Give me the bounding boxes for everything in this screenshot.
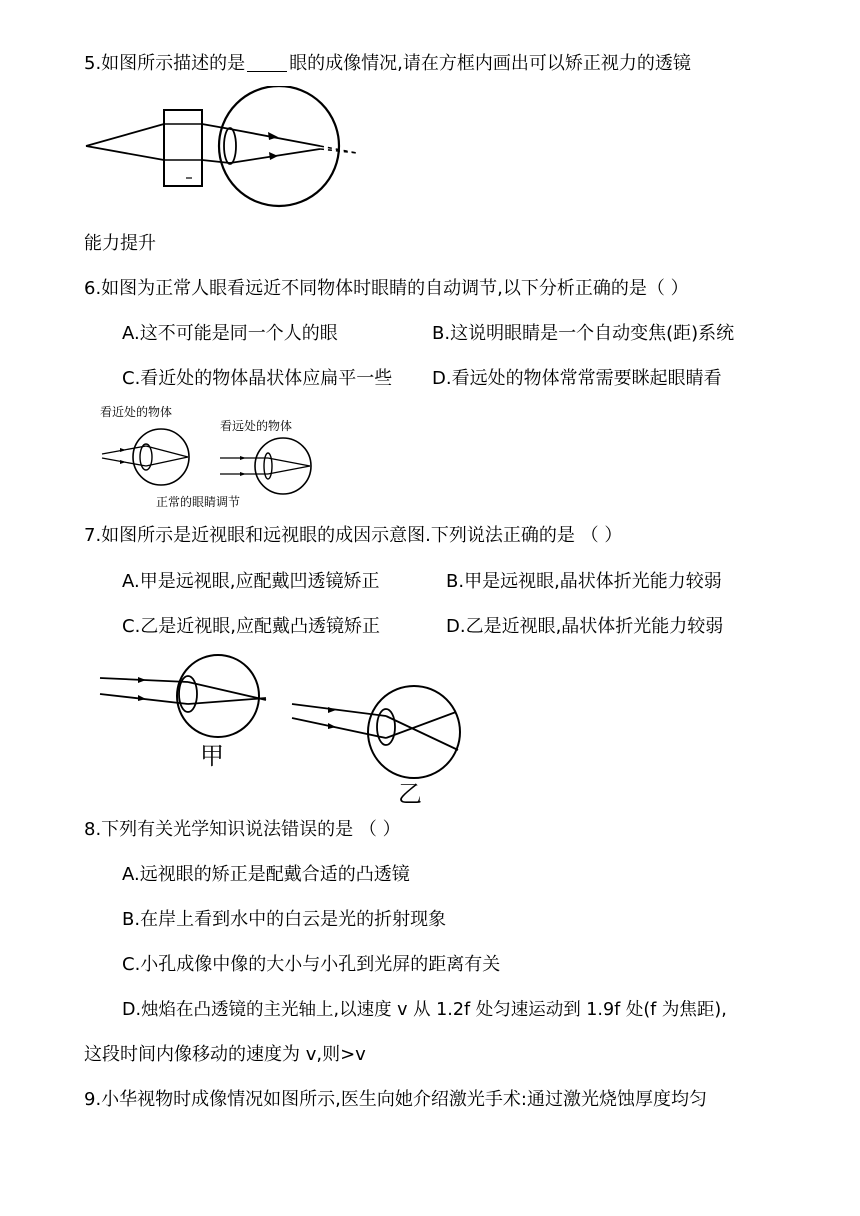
- q6-option-a: A.这不可能是同一个人的眼: [122, 323, 338, 344]
- q8-option-b: B.在岸上看到水中的白云是光的折射现象: [122, 909, 447, 930]
- q5-text-before: 5.如图所示描述的是: [84, 53, 246, 74]
- q5-figure: [82, 86, 382, 224]
- q7-option-d: D.乙是近视眼,晶状体折光能力较弱: [446, 616, 724, 637]
- q6-option-b: B.这说明眼睛是一个自动变焦(距)系统: [432, 323, 735, 344]
- section-label: 能力提升: [84, 233, 156, 254]
- q5-stem: [84, 52, 691, 76]
- q8-option-c: C.小孔成像中像的大小与小孔到光屏的距离有关: [122, 954, 501, 975]
- q8-option-a: A.远视眼的矫正是配戴合适的凸透镜: [122, 864, 410, 885]
- q7-label-left: 甲: [200, 742, 224, 770]
- q5-text-after: 眼的成像情况,请在方框内画出可以矫正视力的透镜: [289, 53, 691, 74]
- q7-option-b: B.甲是远视眼,晶状体折光能力较弱: [446, 571, 722, 592]
- q9-stem: 9.小华视物时成像情况如图所示,医生向她介绍激光手术:通过激光烧蚀厚度均匀: [84, 1089, 707, 1110]
- q6-option-c: C.看近处的物体晶状体应扁平一些: [122, 368, 393, 389]
- q7-figure: [96, 652, 476, 810]
- q7-stem: 7.如图所示是近视眼和远视眼的成因示意图.下列说法正确的是 （ ）: [84, 525, 623, 546]
- q5-answer-blank[interactable]: [247, 53, 287, 72]
- q6-label-near: 看近处的物体: [100, 405, 173, 419]
- q6-option-d: D.看远处的物体常常需要眯起眼睛看: [432, 368, 722, 389]
- q8-stem: 8.下列有关光学知识说法错误的是 （ ）: [84, 819, 401, 840]
- q6-stem: 6.如图为正常人眼看远近不同物体时眼睛的自动调节,以下分析正确的是（ ）: [84, 278, 689, 299]
- q7-option-a: A.甲是远视眼,应配戴凹透镜矫正: [122, 571, 380, 592]
- q8-option-d: D.烛焰在凸透镜的主光轴上,以速度 v 从 1.2f 处匀速运动到 1.9f 处(f 为焦距),: [122, 1000, 727, 1020]
- q6-caption: 正常的眼睛调节: [156, 495, 241, 509]
- q8-option-d-cont: 这段时间内像移动的速度为 v,则>v: [84, 1044, 366, 1065]
- q7-option-c: C.乙是近视眼,应配戴凸透镜矫正: [122, 616, 381, 637]
- q6-figure: [96, 402, 336, 518]
- q6-label-far: 看远处的物体: [220, 419, 293, 433]
- q7-label-right: 乙: [398, 780, 422, 806]
